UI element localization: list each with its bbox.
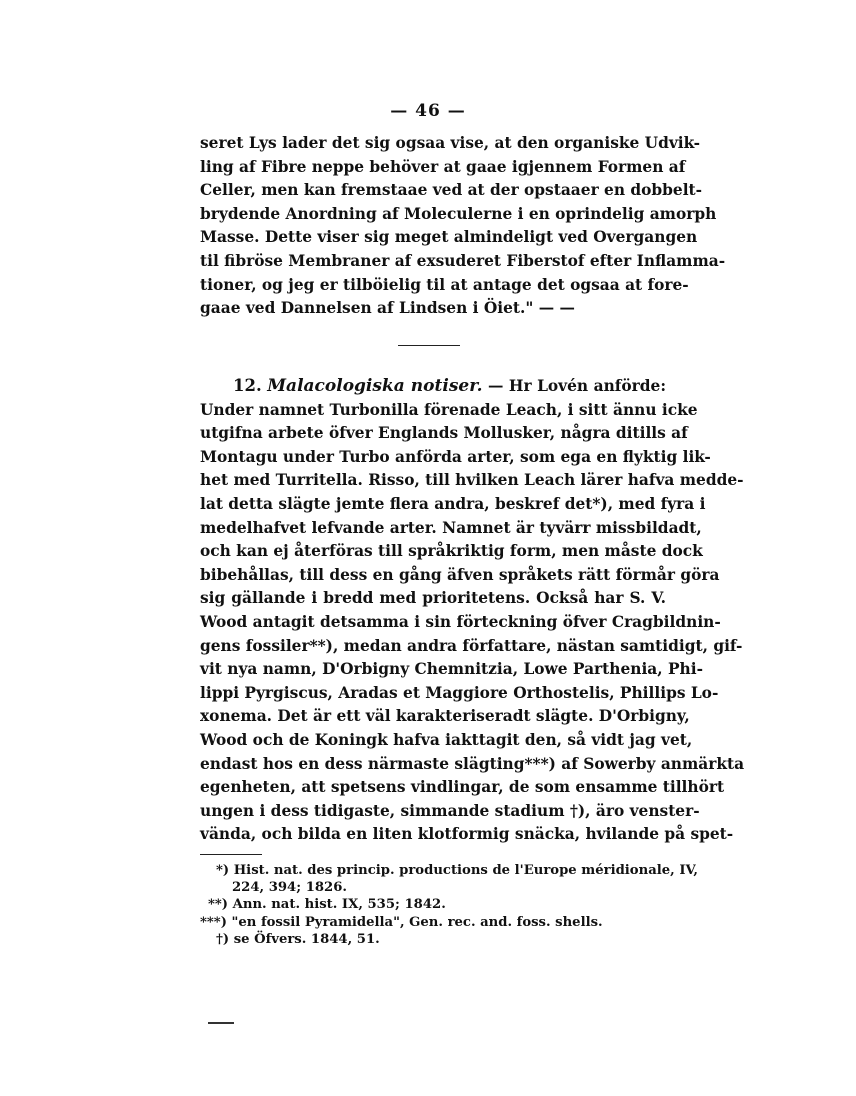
text-line: ling af Fibre neppe behöver at gaae igjennem Formen af [200,157,686,176]
text-line: Celler, men kan fremstaae ved at der opstaaer en dobbelt- [200,181,703,200]
text-line: ungen i dess tidigaste, simmande stadium †), äro venster- [200,801,700,820]
section-number: 12. [233,376,262,395]
text-line: het med Turritella. Risso, till hvilken Leach lärer hafva medde- [200,471,744,490]
text-line: Wood och de Koningk hafva iakttagit den, så vidt jag vet, [200,730,693,749]
text-line: lippi Pyrgiscus, Aradas et Maggiore Orthostelis, Phillips Lo- [200,683,719,702]
text-line: tioner, og jeg er tilböielig til at antage det ogsaa at fore- [200,275,689,294]
text-line: til fibröse Membraner af exsuderet Fiberstof efter Inflamma- [200,251,726,270]
footnote-divider [200,854,262,855]
text-line: seret Lys lader det sig ogsaa vise, at den organiske Udvik- [200,134,701,152]
section-body [200,374,745,847]
footnote: *) Hist. nat. des princip. productions de l'Europe méridionale, IV, [216,863,699,878]
text-line: och kan ej återföras till språkriktig form, men måste dock [200,542,703,561]
text-line: gaae ved Dannelsen af Lindsen i Öiet." — — [200,299,575,318]
text-line: endast hos en dess närmaste slägting***) af Sowerby anmärkta [200,754,745,773]
text-line: xonema. Det är ett väl karakteriseradt slägte. D'Orbigny, [200,707,690,726]
text-line: bibehållas, till dess en gång äfven språkets rätt förmår göra [200,565,720,584]
footnote: ***) "en fossil Pyramidella", Gen. rec. and. foss. shells. [200,914,603,930]
text-line: egenheten, att spetsens vindlingar, de som ensamme tillhört [200,778,725,797]
text-line: lat detta slägte jemte flera andra, beskref det*), med fyra i [200,494,706,513]
section-heading-line [200,374,666,399]
text-line: Wood antagit detsamma i sin förteckning öfver Cragbildnin- [200,612,721,631]
text-line: brydende Anordning af Moleculerne i en oprindelig amorph [200,204,717,223]
text-line: gens fossiler**), medan andra författare, nästan samtidigt, gif- [200,636,743,655]
section-divider [398,345,460,346]
printer-mark [208,1022,234,1024]
text-line: vit nya namn, D'Orbigny Chemnitzia, Lowe Parthenia, Phi- [200,660,703,679]
text-line: sig gällande i bredd med prioritetens. Också har S. V. [200,589,666,608]
text-line: Under namnet Turbonilla förenade Leach, i sitt ännu icke [200,400,698,419]
footnotes [200,862,699,948]
text-line: utgifna arbete öfver Englands Mollusker, några ditills af [200,424,688,443]
section-intro: — Hr Lovén anförde: [488,377,666,395]
footnote-continuation: 224, 394; 1826. [232,880,347,896]
text-line: medelhafvet lefvande arter. Namnet är tyvärr missbildadt, [200,518,702,537]
footnote: †) se Öfvers. 1844, 51. [216,931,380,947]
text-line: Masse. Dette viser sig meget almindeligt ved Overgangen [200,228,698,247]
page-number: — 46 — [390,101,466,121]
top-paragraph [200,132,726,321]
text-line: vända, och bilda en liten klotformig snäcka, hvilande på spet- [200,825,734,844]
section-title: Malacologiska notiser. [267,376,483,396]
text-line: Montagu under Turbo anförda arter, som ega en flyktig lik- [200,447,711,466]
footnote: **) Ann. nat. hist. IX, 535; 1842. [208,897,446,913]
